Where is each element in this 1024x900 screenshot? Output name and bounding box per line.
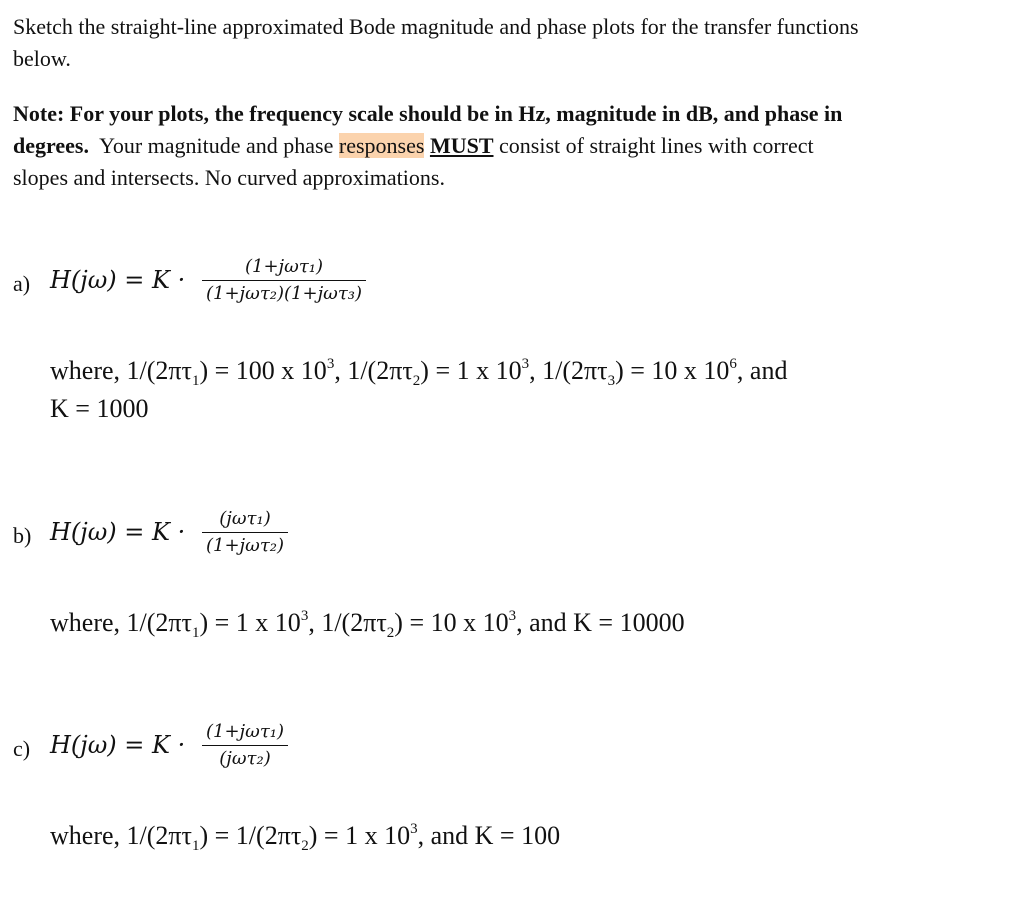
problem-a-where-line-1: where, $1/(2\pi\tau_1) = 100$ x $10^3$, $1/(2\pi\tau_2) = 1$ x $10^3$, $1/(2\pi\tau_3) = 10$ x $10^6$, and [50, 356, 788, 389]
note-rest-line-2: consist of straight lines with correct [493, 133, 814, 158]
problem-a-fraction [202, 256, 366, 305]
problem-c-fraction [202, 721, 288, 770]
problem-b-numerator: (jωτ₁) [219, 508, 271, 529]
highlighted-word: responses [338, 133, 425, 158]
problem-c-where-line: where, $1/(2\pi\tau_1) = 1/(2\pi\tau_2) = 1$ x $10^3$, and K = 100 [50, 821, 561, 854]
intro-paragraph [13, 11, 1003, 75]
problem-c-label: c) [13, 736, 31, 761]
note-bold-text: Note: For your plots, the frequency scale should be in Hz, magnitude in dB, and phase in [13, 101, 843, 126]
problem-c-denominator: (jωτ₂) [219, 748, 271, 769]
note-normal-text: Your magnitude and phase [88, 133, 339, 158]
problem-a-denominator: (1+jωτ₂)(1+jωτ₃) [206, 283, 363, 304]
problem-a-lhs: H(jω) = K · [50, 266, 186, 294]
note-paragraph [13, 98, 1013, 194]
problem-a-where-line-2: K = 1000 [50, 394, 149, 423]
problem-b-label: b) [13, 523, 32, 548]
problem-c-lhs: H(jω) = K · [50, 731, 186, 759]
note-line-2 [13, 130, 1013, 162]
problem-a-numerator: (1+jωτ₁) [245, 256, 324, 277]
must-emphasis: MUST [429, 133, 494, 158]
problem-b-denominator: (1+jωτ₂) [206, 535, 285, 556]
problem-c-numerator: (1+jωτ₁) [206, 721, 285, 742]
note-line-1 [13, 98, 1013, 130]
problem-b-fraction [202, 508, 288, 557]
problem-b-where-line: where, $1/(2\pi\tau_1) = 1$ x $10^3$, $1/(2\pi\tau_2) = 10$ x $10^3$, and K = 10000 [50, 608, 685, 641]
problem-a-label: a) [13, 271, 31, 296]
intro-line-1: Sketch the straight-line approximated Bode magnitude and phase plots for the transfer functions [13, 14, 859, 39]
problem-b-lhs: H(jω) = K · [50, 518, 186, 546]
note-bold-degrees: degrees. [13, 133, 89, 158]
note-line-3: slopes and intersects. No curved approximations. [13, 165, 445, 190]
intro-line-2: below. [13, 46, 71, 71]
